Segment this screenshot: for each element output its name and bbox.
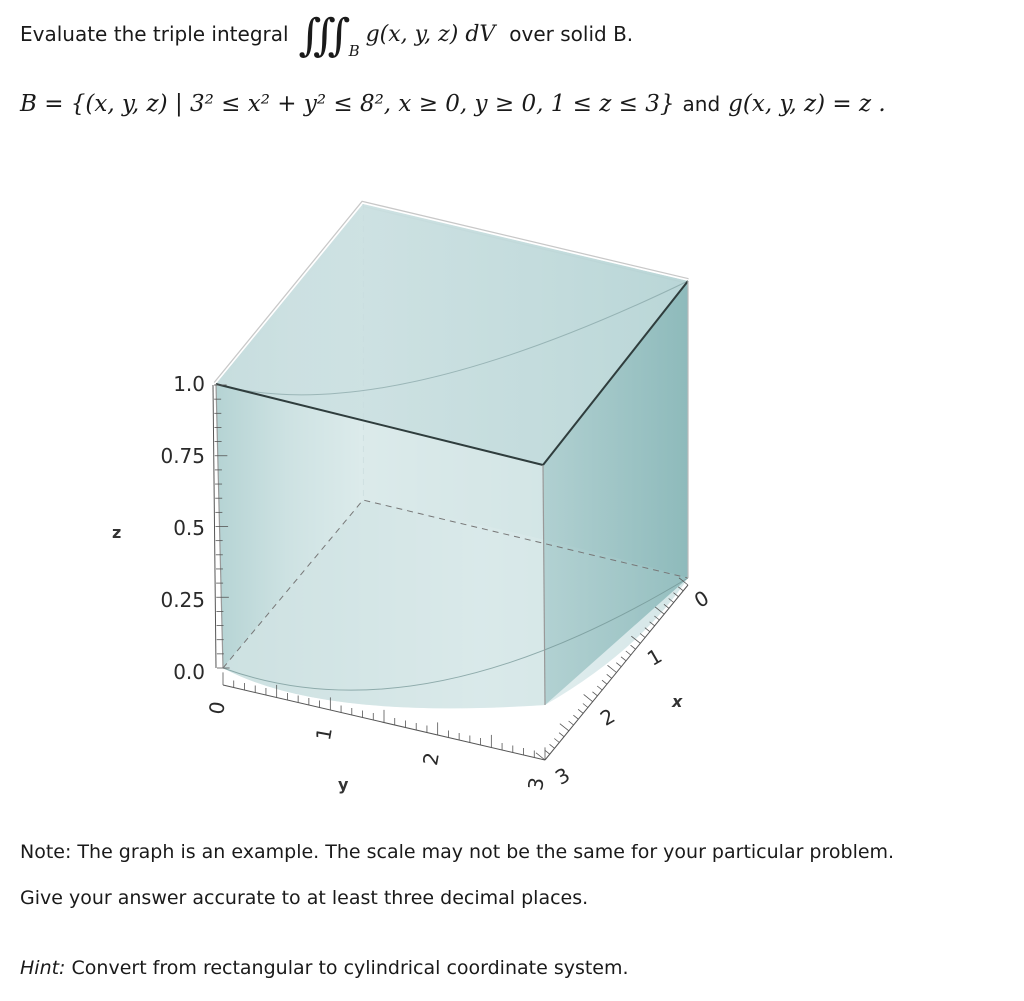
y-tick-label: 2 — [418, 750, 444, 768]
x-axis-tick — [616, 663, 621, 667]
x-axis-tick — [545, 750, 550, 754]
x-axis-tick — [608, 665, 617, 672]
x-axis-tick — [578, 709, 583, 713]
x-axis-tick — [550, 744, 555, 748]
problem-prefix: Evaluate the triple integral — [20, 22, 289, 46]
y-tick-label: 0 — [204, 699, 230, 717]
x-axis-tick — [573, 715, 578, 719]
y-tick-label: 3 — [523, 775, 549, 793]
z-tick-label: 0.0 — [173, 660, 205, 684]
x-axis-tick — [621, 657, 626, 661]
x-axis-tick — [592, 692, 597, 696]
hint-text: Convert from rectangular to cylindrical coordinate system. — [71, 957, 629, 979]
x-axis-tick — [559, 733, 564, 737]
x-axis-tick — [631, 645, 636, 649]
note-text: Note: The graph is an example. The scale may not be the same for your particular problem. — [20, 841, 895, 863]
answer-instruction: Give your answer accurate to at least three decimal places. — [20, 887, 589, 909]
z-tick-label: 1.0 — [173, 372, 205, 396]
x-axis-tick — [607, 674, 612, 678]
x-axis-tick — [584, 694, 593, 701]
x-axis-tick — [602, 680, 607, 684]
z-tick-label: 0.75 — [160, 444, 205, 468]
region-set: B = {(x, y, z) | 3² ≤ x² + y² ≤ 8², x ≥ 0, y ≥ 0, 1 ≤ z ≤ 3} — [20, 91, 675, 117]
x-tick-label: 2 — [595, 703, 620, 731]
hint-label: Hint: — [20, 957, 66, 979]
integrand: g(x, y, z) dV — [365, 21, 496, 47]
x-axis-tick — [583, 704, 588, 708]
x-tick-label: 1 — [642, 643, 667, 671]
x-axis-tick — [597, 686, 602, 690]
integral-region: B — [348, 42, 360, 60]
y-axis-label: y — [338, 775, 349, 794]
problem-suffix: over solid B. — [509, 22, 634, 46]
y-tick-label: 1 — [311, 725, 337, 743]
x-tick-label: 0 — [689, 585, 714, 613]
x-axis-tick — [569, 721, 574, 725]
function-definition: g(x, y, z) = z . — [728, 91, 886, 117]
x-axis-tick — [645, 628, 650, 632]
z-tick-label: 0.5 — [173, 516, 205, 540]
definition-connector: and — [682, 92, 721, 116]
x-axis-tick — [560, 724, 569, 731]
x-axis-label: x — [672, 692, 683, 711]
integral-symbol: ∭ — [298, 10, 337, 61]
z-axis-label: z — [112, 523, 122, 542]
hint — [20, 957, 629, 979]
x-tick-label: 3 — [550, 762, 575, 790]
x-axis-tick — [640, 634, 645, 638]
z-axis — [112, 372, 230, 684]
x-axis-tick — [626, 651, 631, 655]
x-axis-tick — [554, 739, 559, 743]
z-tick-label: 0.25 — [160, 588, 205, 612]
